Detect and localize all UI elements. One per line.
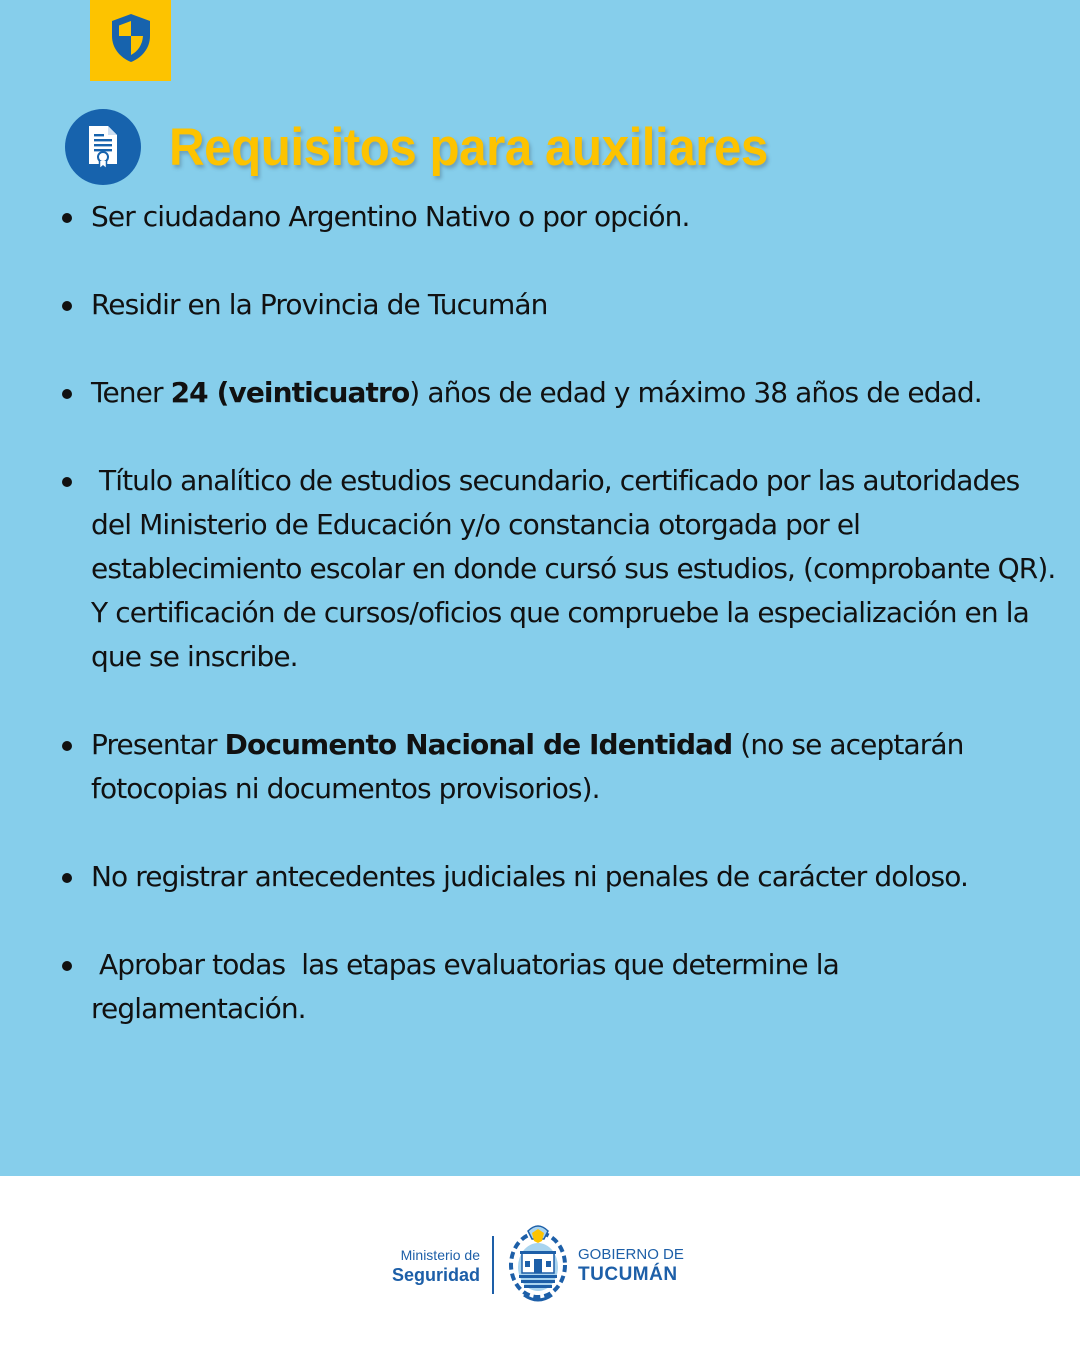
ministry-logo	[392, 1245, 480, 1285]
ministry-line1: Ministerio de	[400, 1247, 481, 1263]
page-title: Requisitos para auxiliares	[169, 117, 768, 177]
requirement-item	[60, 723, 1060, 811]
provincial-coat-of-arms-icon	[506, 1221, 570, 1310]
requirement-item	[60, 195, 1060, 239]
footer-logos	[392, 1220, 684, 1310]
requirement-text: Título analítico de estudios secundario, certificado por las autoridades del Ministerio de Educación y/o constancia otorgada por el establecimiento escolar en donde cursó sus estudios, (comprobante QR). Y certificación de cursos/oficios que compruebe la especialización en la que se inscribe.	[91, 464, 1064, 673]
requirement-item	[60, 371, 1060, 415]
requirement-text: Presentar	[91, 728, 225, 761]
requirement-text: No registrar antecedentes judiciales ni penales de carácter doloso.	[91, 860, 968, 893]
requirements-list	[60, 195, 1064, 1075]
requirement-item	[60, 283, 1060, 327]
requirement-emphasis: Documento Nacional de Identidad	[224, 728, 733, 761]
requirement-text: Residir en la Provincia de Tucumán	[91, 288, 548, 321]
requirement-text: ) años de edad y máximo 38 años de edad.	[409, 376, 982, 409]
requirement-text: Aprobar todas las etapas evaluatorias que determine la reglamentación.	[91, 948, 847, 1025]
top-badge	[90, 0, 171, 81]
requirement-item	[60, 855, 1060, 899]
requirement-text: Tener	[91, 376, 171, 409]
requirement-item	[60, 943, 1060, 1031]
ministry-line2: Seguridad	[392, 1265, 481, 1285]
shield-icon	[108, 12, 154, 69]
title-row	[65, 108, 813, 186]
requirement-emphasis: 24 (veinticuatro	[170, 376, 410, 409]
gov-line1: GOBIERNO DE	[578, 1246, 684, 1263]
certificate-document-icon	[65, 109, 141, 185]
requirement-item	[60, 459, 1064, 679]
logo-divider	[492, 1236, 494, 1294]
requirement-text: (no se aceptarán fotocopias ni documentos provisorios).	[91, 728, 964, 805]
government-logo	[578, 1245, 684, 1285]
gov-line2: TUCUMÁN	[578, 1264, 678, 1285]
requirement-text: Ser ciudadano Argentino Nativo o por opción.	[91, 200, 690, 233]
